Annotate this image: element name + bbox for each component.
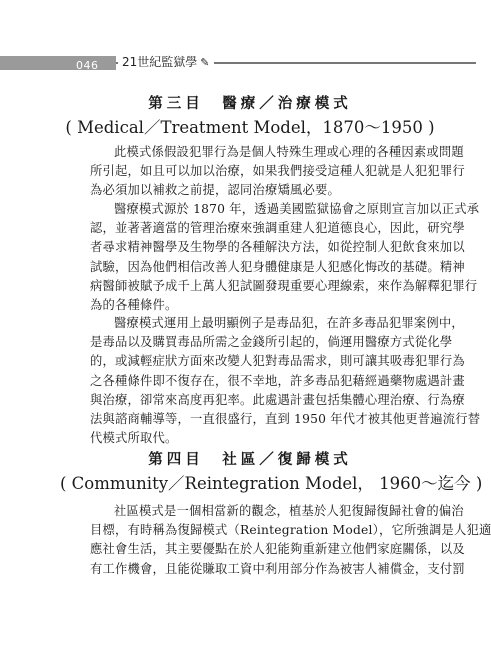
- book-title: [118, 53, 214, 70]
- text-line: 應社會生活，其主要優點在於人犯能夠重新建立他們家庭關係，以及: [90, 542, 465, 557]
- header-grey-bar: [0, 56, 116, 70]
- text-line: 認，並著著適當的管理治療來強調重建人犯道德良心，因此，研究學: [90, 221, 465, 236]
- text-line: 有工作機會，且能從賺取工資中利用部分作為被害人補償金，支付罰: [90, 561, 465, 576]
- section-heading: 第四目 社區／復歸模式: [148, 452, 352, 468]
- section-heading: 第三目 醫療／治療模式: [148, 96, 352, 112]
- text-line: 社區模式是一個相當新的觀念，植基於人犯復歸復歸社會的偏治: [114, 504, 464, 518]
- paragraph: [90, 502, 491, 579]
- text-line: 的，或減輕症狀方面來改變人犯對毒品需求，則可讓其吸毒犯罪行為: [90, 354, 465, 369]
- text-line: 病醫師被賦予成千上萬人犯試圖發現重要心理線索，來作為解釋犯罪行: [90, 278, 478, 293]
- text-line: 是毒品以及購買毒品所需之金錢所引起的，倘運用醫療方式從化學: [90, 335, 453, 350]
- text-line: 此模式係假設犯罪行為是個人特殊生理或心理的各種因素或問題: [114, 145, 464, 159]
- text-line: 目標，有時稱為復歸模式（Reintegration Model），它所強調是人犯適: [90, 523, 491, 538]
- text-line: 為的各種條件。: [90, 298, 178, 313]
- pen-icon: ✎: [200, 56, 210, 69]
- text-line: 試驗，因為他們相信改善人犯身體健康是人犯感化悔改的基礎。精神: [90, 259, 465, 274]
- paragraph: [90, 200, 480, 315]
- text-line: 為必須加以補救之前提，認同治療矯風必要。: [90, 183, 340, 198]
- paragraph: [90, 143, 465, 201]
- text-line: 者尋求精神醫學及生物學的各種解決方法，如從控制人犯飲食來加以: [90, 240, 465, 255]
- text-line: 法與諮商輔導等，一直很盛行，直到 1950 年代才被其他更普遍流行替: [90, 412, 481, 427]
- text-line: 醫療模式運用上最明顯例子是毒品犯，在許多毒品犯罪案例中，: [114, 316, 464, 330]
- text-line: 之各種條件即不復存在，很不幸地，許多毒品犯藉經過藥物處遇計畫: [90, 373, 465, 388]
- text-line: 醫療模式源於 1870 年，透過美國監獄協會之原則宣言加以正式承: [114, 202, 480, 216]
- book-title-text: 21世紀監獄學: [122, 55, 198, 69]
- text-line: 代模式所取代。: [90, 431, 178, 446]
- running-header: [0, 52, 482, 74]
- section-subheading: ( Community／Reintegration Model， 1960～迄今 ): [60, 474, 483, 493]
- text-line: 所引起，如且可以加以治療，如果我們接受這種人犯就是人犯犯罪行: [90, 164, 465, 179]
- section-subheading: ( Medical／Treatment Model，1870～1950 ): [65, 118, 435, 137]
- page-number: 046: [76, 59, 99, 72]
- paragraph: [90, 314, 481, 448]
- text-line: 與治療，卻常來高度再犯率。此處遇計畫包括集體心理治療、行為療: [90, 392, 465, 407]
